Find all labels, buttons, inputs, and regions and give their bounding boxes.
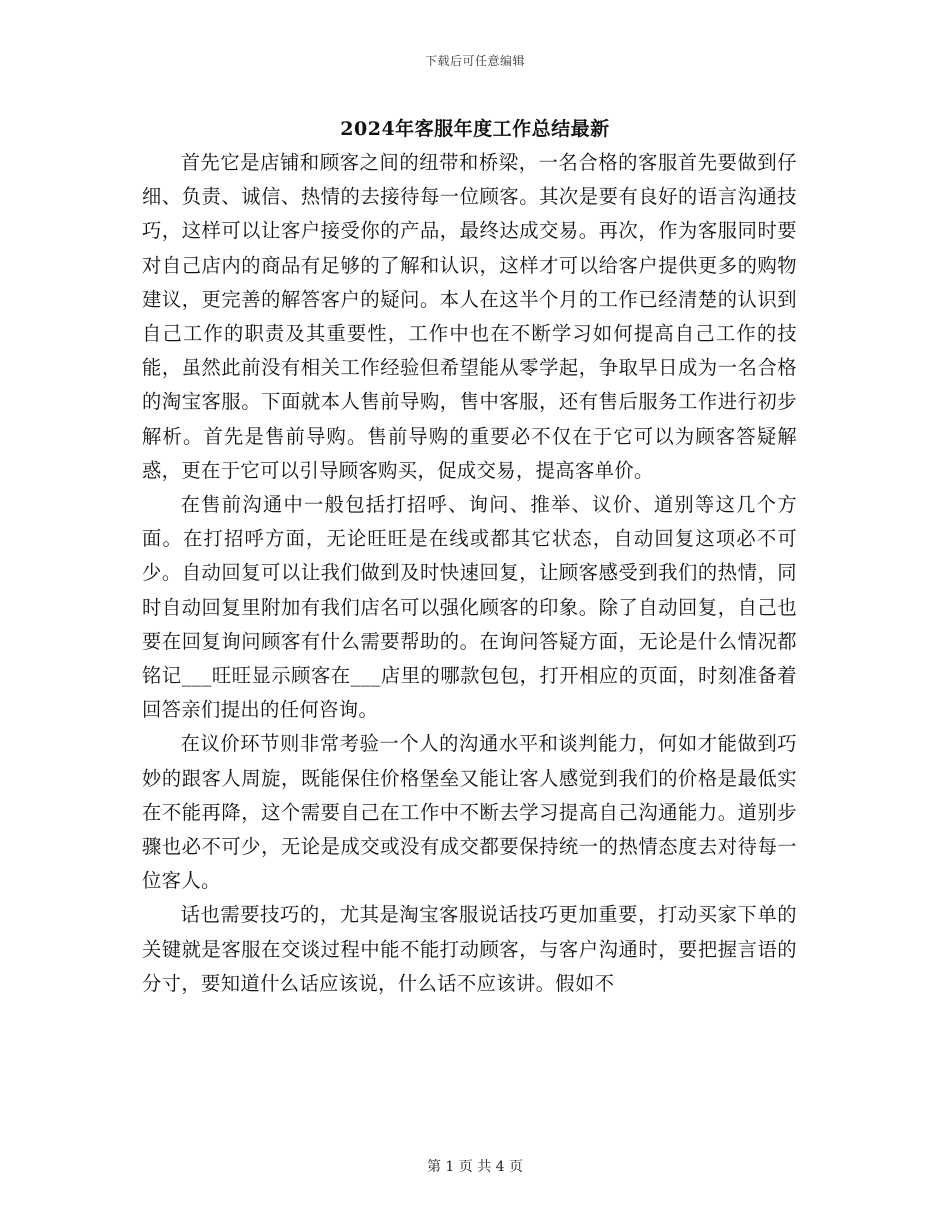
- page-header-note: 下载后可任意编辑: [424, 54, 525, 68]
- document-body: [142, 146, 797, 1001]
- paragraph-1: 首先它是店铺和顾客之间的纽带和桥梁，一名合格的客服首先要做到仔细、负责、诚信、热情的去接待每一位顾客。其次是要有良好的语言沟通技巧，这样可以让客户接受你的产品，最终达成交易。再次，作为客服同时要对自己店内的商品有足够的了解和认识，这样才可以给客户提供更多的购物建议，更完善的解答客户的疑问。本人在这半个月的工作已经清楚的认识到自己工作的职责及其重要性，工作中也在不断学习如何提高自己工作的技能，虽然此前没有相关工作经验但希望能从零学起，争取早日成为一名合格的淘宝客服。下面就本人售前导购，售中客服，还有售后服务工作进行初步解析。首先是售前导购。售前导购的重要必不仅在于它可以为顾客答疑解惑，更在于它可以引导顾客购买，促成交易，提高客单价。: [142, 151, 797, 482]
- paragraph-3: 在议价环节则非常考验一个人的沟通水平和谈判能力，何如才能做到巧妙的跟客人周旋，既能保住价格堡垒又能让客人感觉到我们的价格是最低实在不能再降，这个需要自己在工作中不断去学习提高自己沟通能力。道别步骤也必不可少，无论是成交或没有成交都要保持统一的热情态度去对待每一位客人。: [142, 732, 797, 893]
- document-title: 2024年客服年度工作总结最新: [340, 118, 610, 140]
- paragraph-4: 话也需要技巧的，尤其是淘宝客服说话技巧更加重要，打动买家下单的关键就是客服在交谈过程中能不能打动顾客，与客户沟通时，要把握言语的分寸，要知道什么话应该说，什么话不应该讲。假如不: [142, 903, 797, 995]
- page-number: 第 1 页 共 4 页: [426, 1159, 524, 1175]
- paragraph-2: 在售前沟通中一般包括打招呼、询问、推举、议价、道别等这几个方面。在打招呼方面，无论旺旺是在线或都其它状态，自动回复这项必不可少。自动回复可以让我们做到及时快速回复，让顾客感受到我们的热情，同时自动回复里附加有我们店名可以强化顾客的印象。除了自动回复，自己也要在回复询问顾客有什么需要帮助的。在询问答疑方面，无论是什么情况都铭记___旺旺显示顾客在___店里的哪款包包，打开相应的页面，时刻准备着回答亲们提出的任何咨询。: [142, 493, 797, 722]
